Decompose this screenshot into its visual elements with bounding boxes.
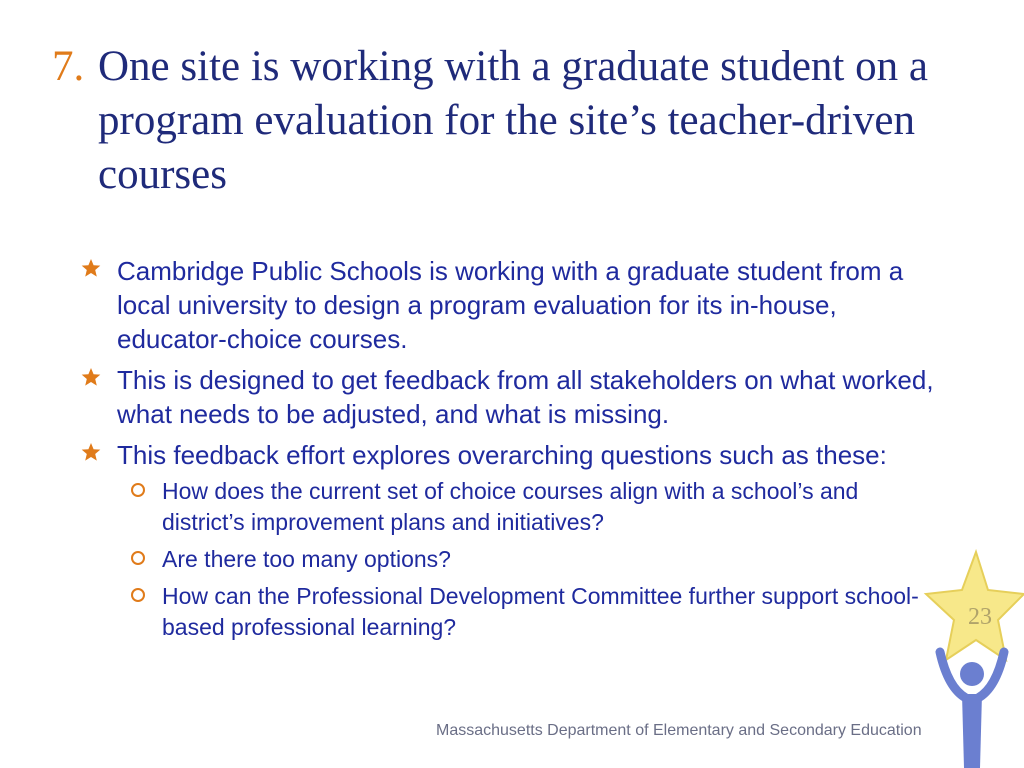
sub-bullet-list bbox=[117, 476, 940, 643]
sub-bullet-text: How does the current set of choice courses align with a school’s and district’s improvement plans and initiatives? bbox=[162, 478, 859, 535]
footer-text: Massachusetts Department of Elementary and Secondary Education bbox=[436, 722, 922, 739]
circle-icon bbox=[131, 588, 145, 602]
sub-bullet-item bbox=[117, 544, 940, 575]
star-icon bbox=[81, 442, 101, 462]
star-holder-figure-icon bbox=[918, 548, 1024, 768]
bullet-text: This is designed to get feedback from all stakeholders on what worked, what needs to be adjusted, and what is missing. bbox=[117, 365, 934, 429]
bullet-text: Cambridge Public Schools is working with a graduate student from a local university to design a program evaluation for its in-house, educator-choice courses. bbox=[117, 256, 904, 354]
bullet-item bbox=[80, 254, 940, 356]
bullet-text: This feedback effort explores overarching questions such as these: bbox=[117, 440, 887, 470]
bullet-item bbox=[80, 438, 940, 643]
star-icon bbox=[81, 367, 101, 387]
sub-bullet-item bbox=[117, 476, 940, 538]
title-text: One site is working with a graduate student on a program evaluation for the site’s teacher-driven courses bbox=[98, 43, 928, 198]
title-number: 7. bbox=[52, 43, 85, 90]
star-icon bbox=[81, 258, 101, 278]
bullet-item bbox=[80, 363, 940, 431]
sub-bullet-text: Are there too many options? bbox=[162, 546, 451, 572]
sub-bullet-text: How can the Professional Development Committee further support school-based professional learning? bbox=[162, 583, 919, 640]
page-number: 23 bbox=[968, 604, 992, 630]
circle-icon bbox=[131, 483, 145, 497]
slide-title bbox=[52, 40, 932, 202]
bullet-list bbox=[80, 254, 940, 650]
sub-bullet-item bbox=[117, 581, 940, 643]
circle-icon bbox=[131, 551, 145, 565]
